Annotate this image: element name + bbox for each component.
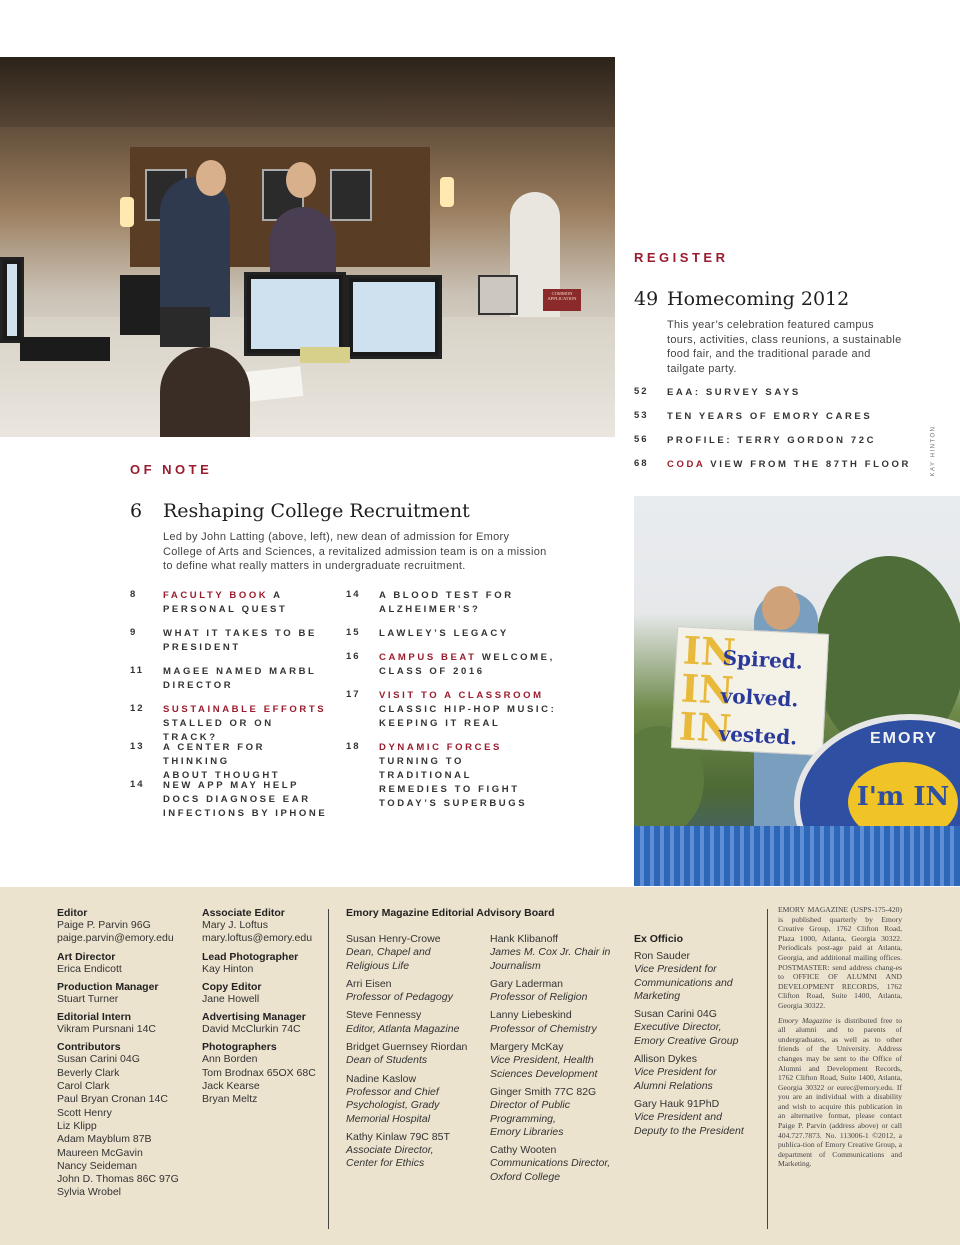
- column-divider: [328, 909, 329, 1229]
- item-highlight: FACULTY BOOK: [163, 590, 269, 601]
- staff-name: Sylvia Wrobel: [57, 1186, 121, 1199]
- board-member-name: Hank Klibanoff: [490, 933, 559, 945]
- staff-name: Jack Kearse: [202, 1080, 260, 1093]
- item-line: A: [268, 590, 283, 601]
- item-line: STALLED OR ON TRACK?: [163, 718, 274, 743]
- item-text: EAA: SURVEY SAYS: [667, 387, 801, 398]
- wall-lamp: [440, 177, 454, 207]
- board-member-name: Nadine Kaslow: [346, 1072, 417, 1085]
- item-line: DIRECTOR: [163, 680, 234, 691]
- board-member-role: Dean, Chapel and: [346, 946, 431, 959]
- photo-credit: [926, 425, 938, 480]
- staff-role: Copy Editor: [202, 980, 262, 993]
- sign-board: [671, 626, 829, 756]
- desk-phone: [160, 307, 210, 347]
- board-member-role: Associate Director,: [346, 1144, 434, 1157]
- board-member-name: Bridget Guernsey Riordan: [346, 1041, 468, 1054]
- staff-role: Art Director: [57, 950, 116, 963]
- item-line: CLASSIC HIP-HOP MUSIC:: [379, 704, 557, 715]
- distribution-text: is distributed free to all alumni and to parents of undergraduates, as well as to other friends of the University. Address changes may be sent to the Office of Alumni and Development Records, 1762 Clifton Road, Suite 1400, Atlanta, Georgia 30322 or eurec@emory.edu. If you are an individual with a disability and wish to acquire this publication in an alternative format, please contact Paige P. Parvin (address above) or call 404.727.7873. No. 113006-1 ©2012, a publica-tion of Emory Creative Group, a department of Communications and Marketing.: [778, 1015, 902, 1169]
- staff-name: Vikram Pursnani 14C: [57, 1023, 157, 1036]
- item-text: TEN YEARS OF EMORY CARES: [667, 411, 873, 422]
- staff-email[interactable]: mary.loftus@emory.edu: [202, 932, 313, 945]
- person-head: [286, 162, 316, 198]
- magazine-name: Emory Magazine: [778, 1015, 832, 1025]
- office-photo: [0, 57, 615, 437]
- item-number: 9: [130, 627, 138, 638]
- publication-statement: EMORY MAGAZINE (USPS-175-420) is published quarterly by Emory Creative Group, 1762 Clifton Road, Plaza 1000, Atlanta, Georgia 30322. Periodicals post-age paid at Atlanta, Georgia, and additional mailing offices. POSTMASTER: send address chang-es to OFFICE OF ALUMNI AND DEVELOPMENT RECORDS, 1762 Clifton Road, Suite 1400, Atlanta, Georgia 30322.: [778, 905, 902, 1010]
- board-member-role: Professor of Chemistry: [490, 1022, 597, 1035]
- board-member-role: Psychologist, Grady: [346, 1099, 440, 1112]
- staff-name: Kay Hinton: [202, 962, 254, 975]
- board-member-name: Ron Sauder: [634, 950, 691, 962]
- desc-line: tours, activities, class reunions, a sustainable: [667, 333, 902, 346]
- item-title: [667, 458, 911, 472]
- register-feature-title[interactable]: Homecoming 2012: [667, 288, 850, 310]
- wall-lamp: [120, 197, 134, 227]
- staff-role: Editorial Intern: [57, 1011, 132, 1024]
- staff-name: Mary J. Loftus: [202, 919, 268, 931]
- item-line: A CENTER FOR THINKING: [163, 742, 266, 767]
- register-feature-number: 49: [634, 288, 659, 310]
- board-member-name: Kathy Kinlaw 79C 85T: [346, 1130, 450, 1143]
- staff-role: Photographers: [202, 1041, 277, 1054]
- board-member-role: Emory Libraries: [490, 1125, 564, 1138]
- item-line: PERSONAL QUEST: [163, 604, 288, 615]
- item-line: A BLOOD TEST FOR: [379, 590, 514, 601]
- board-member-role: Center for Ethics: [346, 1157, 425, 1170]
- student-head: [762, 586, 800, 630]
- desc-line: This year’s celebration featured campus: [667, 319, 874, 331]
- item-number: 52: [634, 386, 649, 397]
- board-member-role: Dean of Students: [346, 1054, 428, 1067]
- picture-frame: [478, 275, 518, 315]
- sign-text: Spired.: [722, 645, 804, 674]
- of-note-feature-title[interactable]: Reshaping College Recruitment: [163, 500, 470, 522]
- board-member-role: Editor, Atlanta Magazine: [346, 1022, 460, 1035]
- board-member-role: Vice President for: [634, 1066, 717, 1079]
- staff-name: Bryan Meltz: [202, 1093, 258, 1106]
- item-title: [163, 703, 333, 745]
- monitor: [244, 272, 346, 356]
- board-member-name: Allison Dykes: [634, 1053, 698, 1066]
- item-number: 53: [634, 410, 649, 421]
- item-number: 14: [130, 779, 145, 790]
- item-title: [379, 689, 559, 731]
- item-line: NEW APP MAY HELP: [163, 780, 300, 791]
- speaker: [120, 275, 160, 335]
- staff-name: Stuart Turner: [57, 992, 119, 1005]
- staff-email[interactable]: paige.parvin@emory.edu: [57, 932, 174, 945]
- item-line: INFECTIONS BY IPHONE: [163, 808, 328, 819]
- item-line: LAWLEY’S LEGACY: [379, 628, 509, 639]
- item-title: [163, 627, 333, 655]
- item-highlight: CODA: [667, 459, 706, 470]
- wall-frame: [330, 169, 372, 221]
- board-member-role: Deputy to the President: [634, 1124, 744, 1137]
- item-line: PRESIDENT: [163, 642, 241, 653]
- staff-name: Liz Klipp: [57, 1119, 97, 1132]
- item-number: 8: [130, 589, 138, 600]
- board-member-name: Gary Hauk 91PhD: [634, 1097, 720, 1110]
- board-member-role: Executive Director,: [634, 1021, 722, 1034]
- board-member-role: Communications and: [634, 976, 733, 989]
- monitor: [0, 257, 24, 343]
- tinsel: [634, 826, 960, 886]
- desc-line: food fair, and the traditional parade and: [667, 348, 871, 360]
- person-head: [196, 160, 226, 196]
- notepad: [245, 366, 304, 402]
- item-title: [379, 589, 559, 617]
- laptop: [20, 337, 110, 361]
- advisory-board-title: Emory Magazine Editorial Advisory Board: [346, 907, 555, 919]
- sign-text: IN: [677, 703, 733, 752]
- item-title: [379, 741, 559, 811]
- staff-name: Tom Brodnax 65OX 68C: [202, 1066, 316, 1079]
- staff-role: Lead Photographer: [202, 950, 299, 963]
- item-highlight: SUSTAINABLE EFFORTS: [163, 704, 327, 715]
- item-number: 18: [346, 741, 361, 752]
- desc-line: tailgate party.: [667, 362, 737, 375]
- item-title: [163, 779, 333, 821]
- float-ring-text: EMORY: [870, 730, 939, 747]
- item-line: KEEPING IT REAL: [379, 718, 501, 729]
- item-line: CLASS OF 2016: [379, 666, 485, 677]
- staff-name: Adam Mayblum 87B: [57, 1133, 152, 1146]
- item-highlight: VISIT TO A CLASSROOM: [379, 690, 544, 701]
- staff-name: Paul Bryan Cronan 14C: [57, 1093, 168, 1106]
- board-member-name: Cathy Wooten: [490, 1144, 557, 1157]
- board-member-name: Margery McKay: [490, 1041, 564, 1054]
- item-number: 13: [130, 741, 145, 752]
- homecoming-photo: [634, 496, 960, 886]
- item-text: PROFILE: TERRY GORDON 72C: [667, 435, 877, 446]
- staff-name: Nancy Seideman: [57, 1159, 137, 1172]
- staff-column-1: [57, 907, 197, 1200]
- staff-name: Paige P. Parvin 96G: [57, 919, 151, 931]
- item-title: [163, 589, 333, 617]
- item-title: [379, 651, 559, 679]
- item-title: [667, 434, 876, 448]
- board-member-name: Arri Eisen: [346, 977, 392, 990]
- staff-role: Contributors: [57, 1041, 121, 1054]
- board-member-name: Steve Fennessy: [346, 1009, 422, 1022]
- board-member-role: Sciences Development: [490, 1067, 598, 1080]
- board-member-role: James M. Cox Jr. Chair in: [490, 946, 611, 959]
- board-member-role: Oxford College: [490, 1170, 561, 1183]
- item-line: MAGEE NAMED MARBL: [163, 666, 317, 677]
- item-text: VIEW FROM THE 87TH FLOOR: [705, 459, 911, 470]
- board-member-role: Communications Director,: [490, 1157, 611, 1170]
- board-member-role: Professor and Chief: [346, 1085, 439, 1098]
- item-title: [667, 386, 801, 400]
- staff-role: Associate Editor: [202, 907, 285, 919]
- board-member-name: Gary Laderman: [490, 977, 563, 990]
- register-heading: REGISTER: [634, 250, 729, 265]
- masthead: [0, 887, 960, 1245]
- sign-text: IN: [681, 627, 737, 676]
- staff-role: Editor: [57, 907, 88, 919]
- staff-name: Beverly Clark: [57, 1066, 120, 1079]
- ex-officio-column: [634, 933, 764, 1138]
- board-member-role: Religious Life: [346, 959, 410, 972]
- staff-role: Production Manager: [57, 980, 159, 993]
- sign-text: vested.: [718, 721, 798, 750]
- item-highlight: DYNAMIC FORCES: [379, 742, 502, 753]
- sign-text: volved.: [720, 683, 800, 712]
- staff-name: Erica Endicott: [57, 962, 122, 975]
- board-member-role: Professor of Pedagogy: [346, 991, 453, 1004]
- board-member-role: Alumni Relations: [634, 1079, 713, 1092]
- item-title: [163, 741, 333, 783]
- item-number: 17: [346, 689, 361, 700]
- item-number: 12: [130, 703, 145, 714]
- item-line: WHAT IT TAKES TO BE: [163, 628, 317, 639]
- column-divider: [767, 909, 768, 1229]
- item-title: [163, 665, 333, 693]
- staff-name: Maureen McGavin: [57, 1146, 143, 1159]
- board-member-name: Susan Henry-Crowe: [346, 933, 441, 945]
- staff-name: John D. Thomas 86C 97G: [57, 1173, 179, 1186]
- register-feature-description: [667, 318, 927, 376]
- publication-info: [778, 905, 902, 1169]
- staff-column-2: [202, 907, 327, 1107]
- board-member-name: Lanny Liebeskind: [490, 1009, 572, 1022]
- desk-sign: COMMON APPLICATION: [543, 289, 581, 311]
- board-member-role: Professor of Religion: [490, 991, 588, 1004]
- staff-name: Susan Carini 04G: [57, 1053, 140, 1066]
- photo-credit-text: KAY HINTON: [930, 425, 937, 477]
- desc-line: Led by John Latting (above, left), new dean of admission for Emory: [163, 531, 510, 543]
- item-title: [667, 410, 872, 424]
- board-member-role: Memorial Hospital: [346, 1112, 431, 1125]
- item-line: TODAY’S SUPERBUGS: [379, 798, 528, 809]
- board-member-role: Director of Public: [490, 1099, 570, 1112]
- item-number: 11: [130, 665, 145, 676]
- person-foreground: [160, 347, 250, 437]
- paper-pile: [300, 347, 350, 363]
- staff-name: Ann Borden: [202, 1053, 258, 1066]
- staff-name: Jane Howell: [202, 992, 260, 1005]
- item-line: TURNING TO TRADITIONAL: [379, 756, 472, 781]
- item-line: ABOUT THOUGHT: [163, 770, 281, 781]
- float-center-text: I'm IN: [856, 782, 950, 812]
- board-member-role: Journalism: [490, 959, 541, 972]
- item-number: 56: [634, 434, 649, 445]
- item-number: 68: [634, 458, 649, 469]
- item-line: ALZHEIMER’S?: [379, 604, 481, 615]
- ex-officio-label: Ex Officio: [634, 933, 684, 945]
- item-number: 15: [346, 627, 361, 638]
- board-member-role: Vice President, Health: [490, 1054, 594, 1067]
- ceiling: [0, 57, 615, 127]
- item-line: WELCOME,: [476, 652, 555, 663]
- sign-text: IN: [679, 665, 735, 714]
- staff-name: David McClurkin 74C: [202, 1023, 301, 1036]
- board-member-role: Programming,: [490, 1112, 556, 1125]
- desc-line: to define what really matters in undergraduate recruitment.: [163, 560, 466, 572]
- item-number: 16: [346, 651, 361, 662]
- board-member-role: Emory Creative Group: [634, 1034, 739, 1047]
- staff-name: Scott Henry: [57, 1106, 112, 1119]
- item-line: REMEDIES TO FIGHT: [379, 784, 520, 795]
- of-note-feature-description: [163, 530, 583, 574]
- item-line: DOCS DIAGNOSE EAR: [163, 794, 311, 805]
- board-member-name: Susan Carini 04G: [634, 1008, 717, 1021]
- staff-role: Advertising Manager: [202, 1011, 306, 1024]
- board-member-name: Ginger Smith 77C 82G: [490, 1085, 597, 1098]
- item-title: [379, 627, 559, 641]
- monitor: [346, 275, 442, 359]
- desc-line: College of Arts and Sciences, a revitalized admission team is on a mission: [163, 545, 547, 558]
- of-note-feature-number: 6: [130, 500, 143, 522]
- board-column-1: [346, 933, 481, 1171]
- staff-name: Carol Clark: [57, 1080, 110, 1093]
- board-member-role: Vice President for: [634, 963, 717, 976]
- distribution-statement: [778, 1016, 902, 1170]
- item-highlight: CAMPUS BEAT: [379, 652, 477, 663]
- board-member-role: Vice President and: [634, 1111, 722, 1124]
- of-note-heading: OF NOTE: [130, 462, 213, 477]
- board-member-role: Marketing: [634, 989, 681, 1002]
- item-number: 14: [346, 589, 361, 600]
- board-column-2: [490, 933, 625, 1184]
